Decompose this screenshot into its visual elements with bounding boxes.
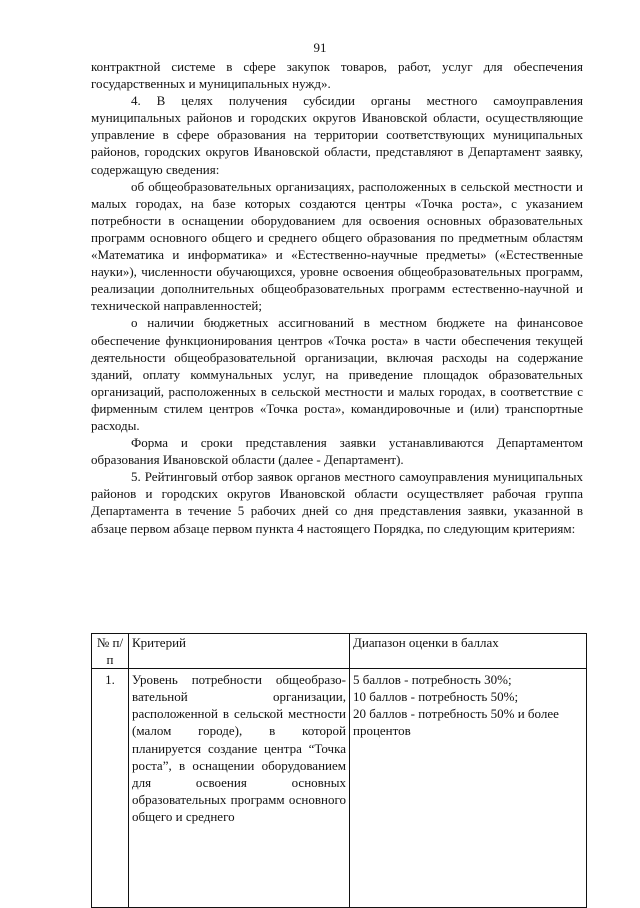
row-number: 1.: [92, 669, 129, 908]
table-row: [92, 669, 587, 908]
paragraph: контрактной системе в сфере закупок товаров, работ, услуг для обеспечения государственных и муниципальных нужд».: [91, 59, 583, 92]
range-line: 5 баллов - потребность 30%;: [353, 672, 512, 688]
row-criterion: Уровень потребности общеобразо-вательной организации, расположенной в сельской местности (малом городе), в которой планируется создание центра “Точка роста”, в оснащении оборудованием для освоения основных образовательных программ основного общего и среднего: [129, 669, 350, 908]
paragraph: Форма и сроки представления заявки устанавливаются Департаментом образования Ивановской области (далее - Департамент).: [91, 435, 583, 468]
paragraph: об общеобразовательных организациях, расположенных в сельской местности и малых городах, на базе которых создаются центры «Точка роста», с указанием потребности в оснащении оборудованием для освоения основных образовательных программ основного общего и среднего общего образования по предметным областям «Математика и информатика» и «Естественно-научные предметы» («Естественные науки»), численности обучающихся, уровне освоения общеобразовательных программ, реализации дополнительных общеобразовательных программ естественно-научной и технической направленностей;: [91, 178, 583, 314]
paragraph: о наличии бюджетных ассигнований в местном бюджете на финансовое обеспечение функционирования центров «Точка роста» в части обеспечения текущей деятельности общеобразовательной организации, включая расходы на содержание зданий, оплату коммунальных услуг, на приведение площадок образовательных организаций, расположенных в сельской местности и малых городах, в соответствие с фирменным стилем центров «Точка роста», командировочные и (или) транспортные расходы.: [91, 315, 583, 433]
row-range: [350, 669, 587, 908]
range-line: 10 баллов - потребность 50%;: [353, 689, 519, 705]
table-header-row: [92, 634, 587, 669]
range-line: 20 баллов - потребность 50% и более процентов: [353, 706, 559, 739]
body-text: [91, 58, 583, 537]
header-range: Диапазон оценки в баллах: [350, 634, 587, 669]
page-number: 91: [313, 40, 327, 55]
paragraph: 4. В целях получения субсидии органы местного самоуправления муниципальных районов и городских округов Ивановской области, осуществляющие управление в сфере образования на территории соответствующих муниципальных районов, городских округов Ивановской области, представляют в Департамент заявку, содержащую сведения:: [91, 93, 583, 177]
header-criterion: Критерий: [129, 634, 350, 669]
criteria-table: [91, 633, 587, 908]
paragraph: 5. Рейтинговый отбор заявок органов местного самоуправления муниципальных районов и городских округов Ивановской области осуществляет рабочая группа Департамента в течение 5 рабочих дней со дня представления заявки, указанной в абзаце первом абзаце первом пункта 4 настоящего Порядка, по следующим критериям:: [91, 469, 583, 536]
header-number: № п/п: [92, 634, 129, 669]
